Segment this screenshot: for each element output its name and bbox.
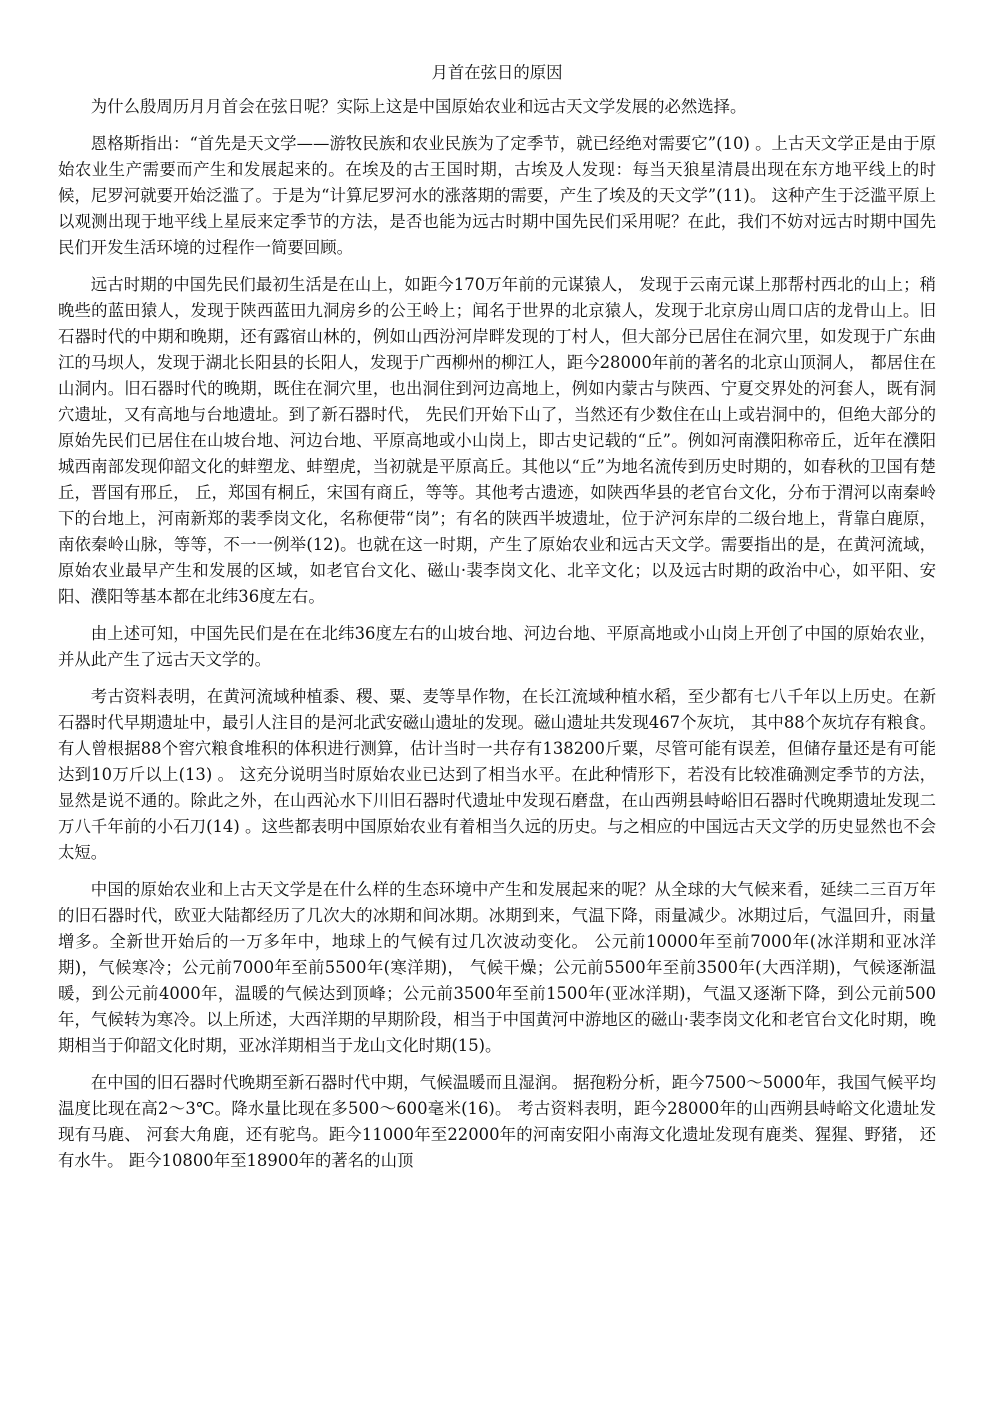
paragraph-summary: 由上述可知，中国先民们是在在北纬36度左右的山坡台地、河边台地、平原高地或小山岗上开创了中国的原始农业，并从此产生了远古天文学的。 xyxy=(58,624,936,669)
paragraph-intro: 为什么殷周历月月首会在弦日呢？实际上这是中国原始农业和远古天文学发展的必然选择。 xyxy=(90,97,747,116)
paragraph-archaeology: 考古资料表明，在黄河流域种植黍、稷、粟、麦等旱作物，在长江流域种植水稻，至少都有七八千年以上历史。在新石器时代早期遗址中，最引人注目的是河北武安磁山遗址的发现。磁山遗址共发现467个灰坑， 其中88个灰坑存有粮食。有人曾根据88个窖穴粮食堆积的体积进行测算，估计当时一共存有138200斤粟，尽管可能有误差，但储存量还是有可能达到10万斤以上(13) 。 这充分说明当时原始农业已达到了相当水平。在此种情形下，若没有比较准确测定季节的方法，显然是说不通的。除此之外，在山西沁水下川旧石器时代遗址中发现石磨盘，在山西朔县峙峪旧石器时代晚期遗址发现二万八千年前的小石刀(14) 。这些都表明中国原始农业有着相当久远的历史。与之相应的中国远古天文学的历史显然也不会太短。 xyxy=(58,687,936,862)
paragraph-climate: 中国的原始农业和上古天文学是在什么样的生态环境中产生和发展起来的呢？从全球的大气候来看，延续二三百万年的旧石器时代，欧亚大陆都经历了几次大的冰期和间冰期。冰期到来，气温下降，雨量减少。冰期过后，气温回升，雨量增多。全新世开始后的一万多年中，地球上的气候有过几次波动变化。 公元前10000年至前7000年(冰洋期和亚冰洋期)，气候寒冷；公元前7000年至前5500年(寒洋期)， 气候干燥；公元前5500年至前3500年(大西洋期)，气候逐渐温暖，到公元前4000年，温暖的气候达到顶峰；公元前3500年至前1500年(亚冰洋期)，气温又逐渐下降，到公元前500年，气候转为寒冷。以上所述，大西洋期的早期阶段，相当于中国黄河中游地区的磁山·裴李岗文化和老官台文化时期，晚期相当于仰韶文化时期，亚冰洋期相当于龙山文化时期(15)。 xyxy=(58,880,936,1055)
paragraph-ancient-habitats: 远古时期的中国先民们最初生活是在山上，如距今170万年前的元谋猿人， 发现于云南元谋上那帮村西北的山上；稍晚些的蓝田猿人，发现于陕西蓝田九洞房乡的公王岭上；闻名于世界的北京猿人，发现于北京房山周口店的龙骨山上。旧石器时代的中期和晚期，还有露宿山林的，例如山西汾河岸畔发现的丁村人，但大部分已居住在洞穴里，如发现于广东曲江的马坝人，发现于湖北长阳县的长阳人，发现于广西柳州的柳江人，距今28000年前的著名的北京山顶洞人， 都居住在山洞内。旧石器时代的晚期，既住在洞穴里，也出洞住到河边高地上，例如内蒙古与陕西、宁夏交界处的河套人，既有洞穴遗址，又有高地与台地遗址。到了新石器时代， 先民们开始下山了，当然还有少数住在山上或岩洞中的，但绝大部分的原始先民们已居住在山坡台地、河边台地、平原高地或小山岗上，即古史记载的“丘”。例如河南濮阳称帝丘，近年在濮阳城西南部发现仰韶文化的蚌塑龙、蚌塑虎，当初就是平原高丘。其他以“丘”为地名流传到历史时期的，如春秋的卫国有楚丘，晋国有邢丘， 丘，郑国有桐丘，宋国有商丘，等等。其他考古遗迹，如陕西华县的老官台文化，分布于渭河以南秦岭下的台地上，河南新郑的裴季岗文化，名称便带“岗”；有名的陕西半坡遗址，位于浐河东岸的二级台地上，背靠白鹿原，南依秦岭山脉，等等，不一一例举(12)。也就在这一时期，产生了原始农业和远古天文学。需要指出的是，在黄河流域，原始农业最早产生和发展的区域，如老官台文化、磁山·裴李岗文化、北辛文化；以及远古时期的政治中心，如平阳、安阳、濮阳等基本都在北纬36度左右。 xyxy=(58,275,936,606)
paragraph-engels: 恩格斯指出：“首先是天文学——游牧民族和农业民族为了定季节，就已经绝对需要它”(10) 。上古天文学正是由于原始农业生产需要而产生和发展起来的。在埃及的古王国时期，古埃及人发现：每当天狼星清晨出现在东方地平线上的时候，尼罗河就要开始泛滥了。于是为“计算尼罗河水的涨落期的需要，产生了埃及的天文学”(11)。 这种产生于泛滥平原上以观测出现于地平线上星辰来定季节的方法，是否也能为远古时期中国先民们采用呢？在此，我们不妨对远古时期中国先民们开发生活环境的过程作一简要回顾。 xyxy=(58,134,936,257)
document-title: 月首在弦日的原因 xyxy=(431,63,563,82)
document-page xyxy=(58,60,936,1185)
paragraph-warm-humid: 在中国的旧石器时代晚期至新石器时代中期，气候温暖而且湿润。 据孢粉分析，距今7500～5000年，我国气候平均温度比现在高2～3℃。降水量比现在多500～600毫米(16)。 考古资料表明，距今28000年的山西朔县峙峪文化遗址发现有马鹿、 河套大角鹿，还有驼鸟。距今11000年至22000年的河南安阳小南海文化遗址发现有鹿类、猩猩、野猪， 还有水牛。 距今10800年至18900年的著名的山顶 xyxy=(58,1073,936,1170)
